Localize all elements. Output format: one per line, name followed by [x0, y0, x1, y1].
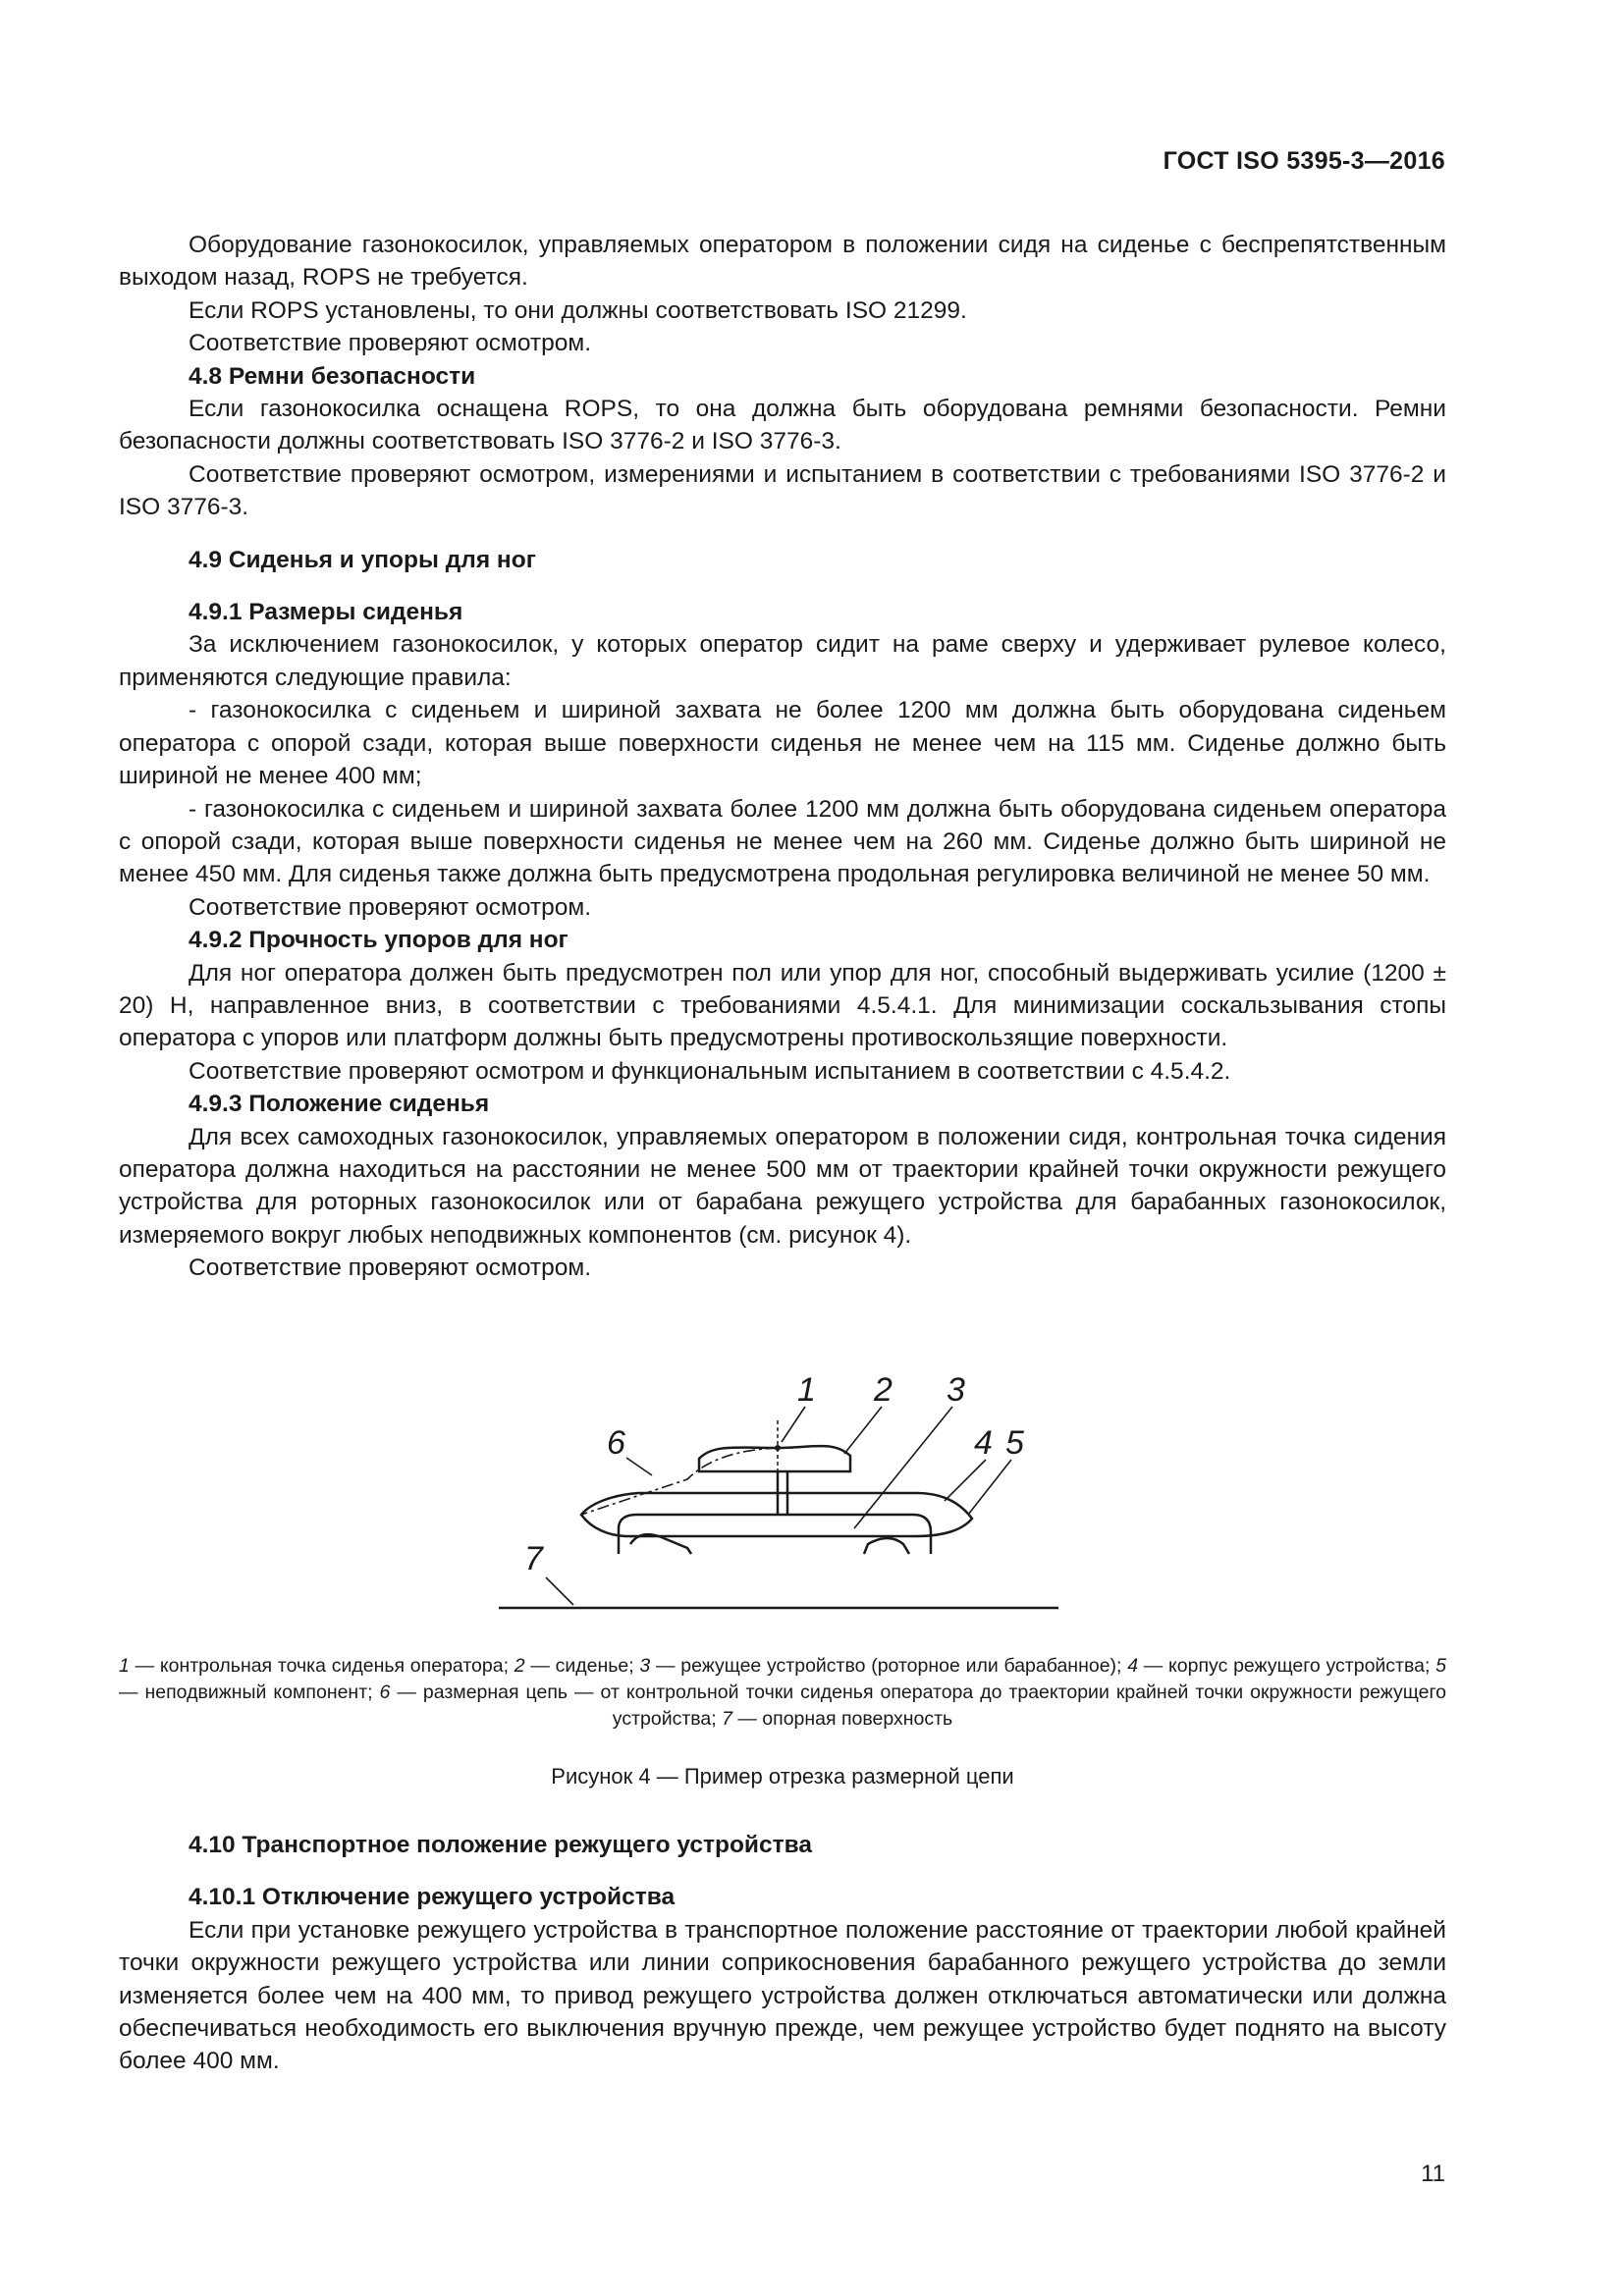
- section-heading-4-10: 4.10 Транспортное положение режущего устройства: [189, 1832, 812, 1858]
- legend-num: 3: [639, 1655, 651, 1677]
- legend-text: — контрольная точка сиденья оператора;: [129, 1655, 514, 1677]
- cutter-blade-right: [864, 1538, 909, 1554]
- section-heading-4-10-1: 4.10.1 Отключение режущего устройства: [189, 1884, 676, 1911]
- main-text-block-2: [119, 1829, 1446, 2078]
- callout-2: 2: [874, 1371, 893, 1409]
- legend-num: 6: [379, 1682, 391, 1703]
- leader-1: [782, 1407, 805, 1442]
- figure-caption: Рисунок 4 — Пример отрезка размерной цепи: [551, 1764, 1014, 1789]
- callout-5: 5: [1005, 1424, 1024, 1462]
- paragraph: Соответствие проверяют осмотром и функциональным испытанием в соответствии с 4.5.4.2.: [189, 1057, 1231, 1085]
- legend-text: — размерная цепь — от контрольной точки сиденья оператора до траектории крайней точки окружности режущего устройства;: [390, 1682, 1446, 1730]
- legend-text: — сиденье;: [524, 1655, 640, 1677]
- paragraph: Если газонокосилка оснащена ROPS, то она должна быть оборудована ремнями безопасности. Ремни безопасности должны соответствовать ISO 3776-2 и ISO 3776-3.: [119, 396, 1446, 455]
- legend-num: 7: [722, 1708, 732, 1730]
- section-heading-4-9: 4.9 Сиденья и упоры для ног: [189, 546, 536, 573]
- callout-3: 3: [947, 1371, 965, 1409]
- cutting-unit: [619, 1515, 931, 1554]
- leader-2: [844, 1407, 882, 1454]
- leader-3: [854, 1407, 952, 1528]
- leader-4: [945, 1460, 986, 1501]
- leader-7: [546, 1577, 573, 1605]
- paragraph: Для ног оператора должен быть предусмотрен пол или упор для ног, способный выдерживать усилие (1200 ± 20) Н, направленное вниз, в соответствии с требованиями 4.5.4.1. Для минимизации соскальзывания стопы оператора с упоров или платформ должны быть предусмотрены противоскользящие поверхности.: [119, 959, 1446, 1052]
- main-text-block: [119, 229, 1446, 1285]
- seat-shape: [699, 1446, 850, 1471]
- legend-num: 5: [1435, 1655, 1447, 1677]
- legend-num: 4: [1127, 1655, 1139, 1677]
- paragraph: Для всех самоходных газонокосилок, управляемых оператором в положении сидя, контрольная точка сидения оператора должна находиться на расстоянии не менее 500 мм от траектории крайней точки окружности режущего устройства для роторных газонокосилок или от барабана режущего устройства для барабанных газонокосилок, измеряемого вокруг любых неподвижных компонентов (см. рисунок 4).: [119, 1123, 1446, 1249]
- paragraph: Соответствие проверяют осмотром.: [189, 1255, 592, 1282]
- callout-1: 1: [797, 1371, 816, 1409]
- paragraph: - газонокосилка с сиденьем и шириной захвата более 1200 мм должна быть оборудована сиденьем оператора с опорой сзади, которая выше поверхности сиденья не менее чем на 260 мм. Сиденье должно быть шириной не менее 450 мм. Для сиденья также должна быть предусмотрена продольная регулировка величиной не менее 50 мм.: [119, 795, 1446, 888]
- paragraph: - газонокосилка с сиденьем и шириной захвата не более 1200 мм должна быть оборудована сиденьем оператора с опорой сзади, которая выше поверхности сиденья не менее чем на 115 мм. Сиденье должно быть шириной не менее 400 мм;: [119, 697, 1446, 790]
- callout-7: 7: [524, 1540, 543, 1577]
- paragraph: Соответствие проверяют осмотром.: [189, 330, 592, 357]
- paragraph: Соответствие проверяют осмотром, измерениями и испытанием в соответствии с требованиями ISO 3776-2 и ISO 3776-3.: [119, 460, 1446, 521]
- leader-6: [626, 1458, 652, 1475]
- document-id-header: ГОСТ ISO 5395-3—2016: [1163, 147, 1445, 175]
- figure-4-diagram: [481, 1369, 1070, 1625]
- legend-text: — корпус режущего устройства;: [1138, 1655, 1436, 1677]
- page-number: 11: [1421, 2161, 1445, 2187]
- paragraph: Если при установке режущего устройства в транспортное положение расстояние от траектории любой крайней точки окружности режущего устройства или линии соприкосновения барабанного режущего устройства до земли изменяется более чем на 400 мм, то привод режущего устройства должен отключаться автоматически или должна обеспечиваться необходимость его выключения вручную прежде, чем режущее устройство будет поднято на высоту более 400 мм.: [119, 1916, 1446, 2075]
- legend-text: — режущее устройство (роторное или барабанное);: [650, 1655, 1128, 1677]
- section-heading-4-8: 4.8 Ремни безопасности: [189, 362, 476, 390]
- callout-6: 6: [607, 1424, 625, 1462]
- paragraph: Если ROPS установлены, то они должны соответствовать ISO 21299.: [189, 296, 967, 324]
- callout-4: 4: [974, 1424, 993, 1462]
- paragraph: За исключением газонокосилок, у которых оператор сидит на раме сверху и удерживает рулевое колесо, применяются следующие правила:: [119, 631, 1446, 691]
- section-heading-4-9-2: 4.9.2 Прочность упоров для ног: [189, 927, 568, 954]
- paragraph: Оборудование газонокосилок, управляемых оператором в положении сидя на сиденье с беспрепятственным выходом назад, ROPS не требуется.: [119, 232, 1446, 292]
- legend-text: — опорная поверхность: [731, 1708, 953, 1730]
- paragraph: Соответствие проверяют осмотром.: [189, 893, 592, 921]
- figure-legend: [119, 1653, 1446, 1733]
- section-heading-4-9-1: 4.9.1 Размеры сиденья: [189, 599, 463, 626]
- legend-num: 1: [119, 1655, 130, 1677]
- leader-5: [968, 1460, 1011, 1515]
- legend-num: 2: [514, 1655, 525, 1677]
- section-heading-4-9-3: 4.9.3 Положение сиденья: [189, 1091, 490, 1118]
- legend-text: — неподвижный компонент;: [119, 1682, 380, 1703]
